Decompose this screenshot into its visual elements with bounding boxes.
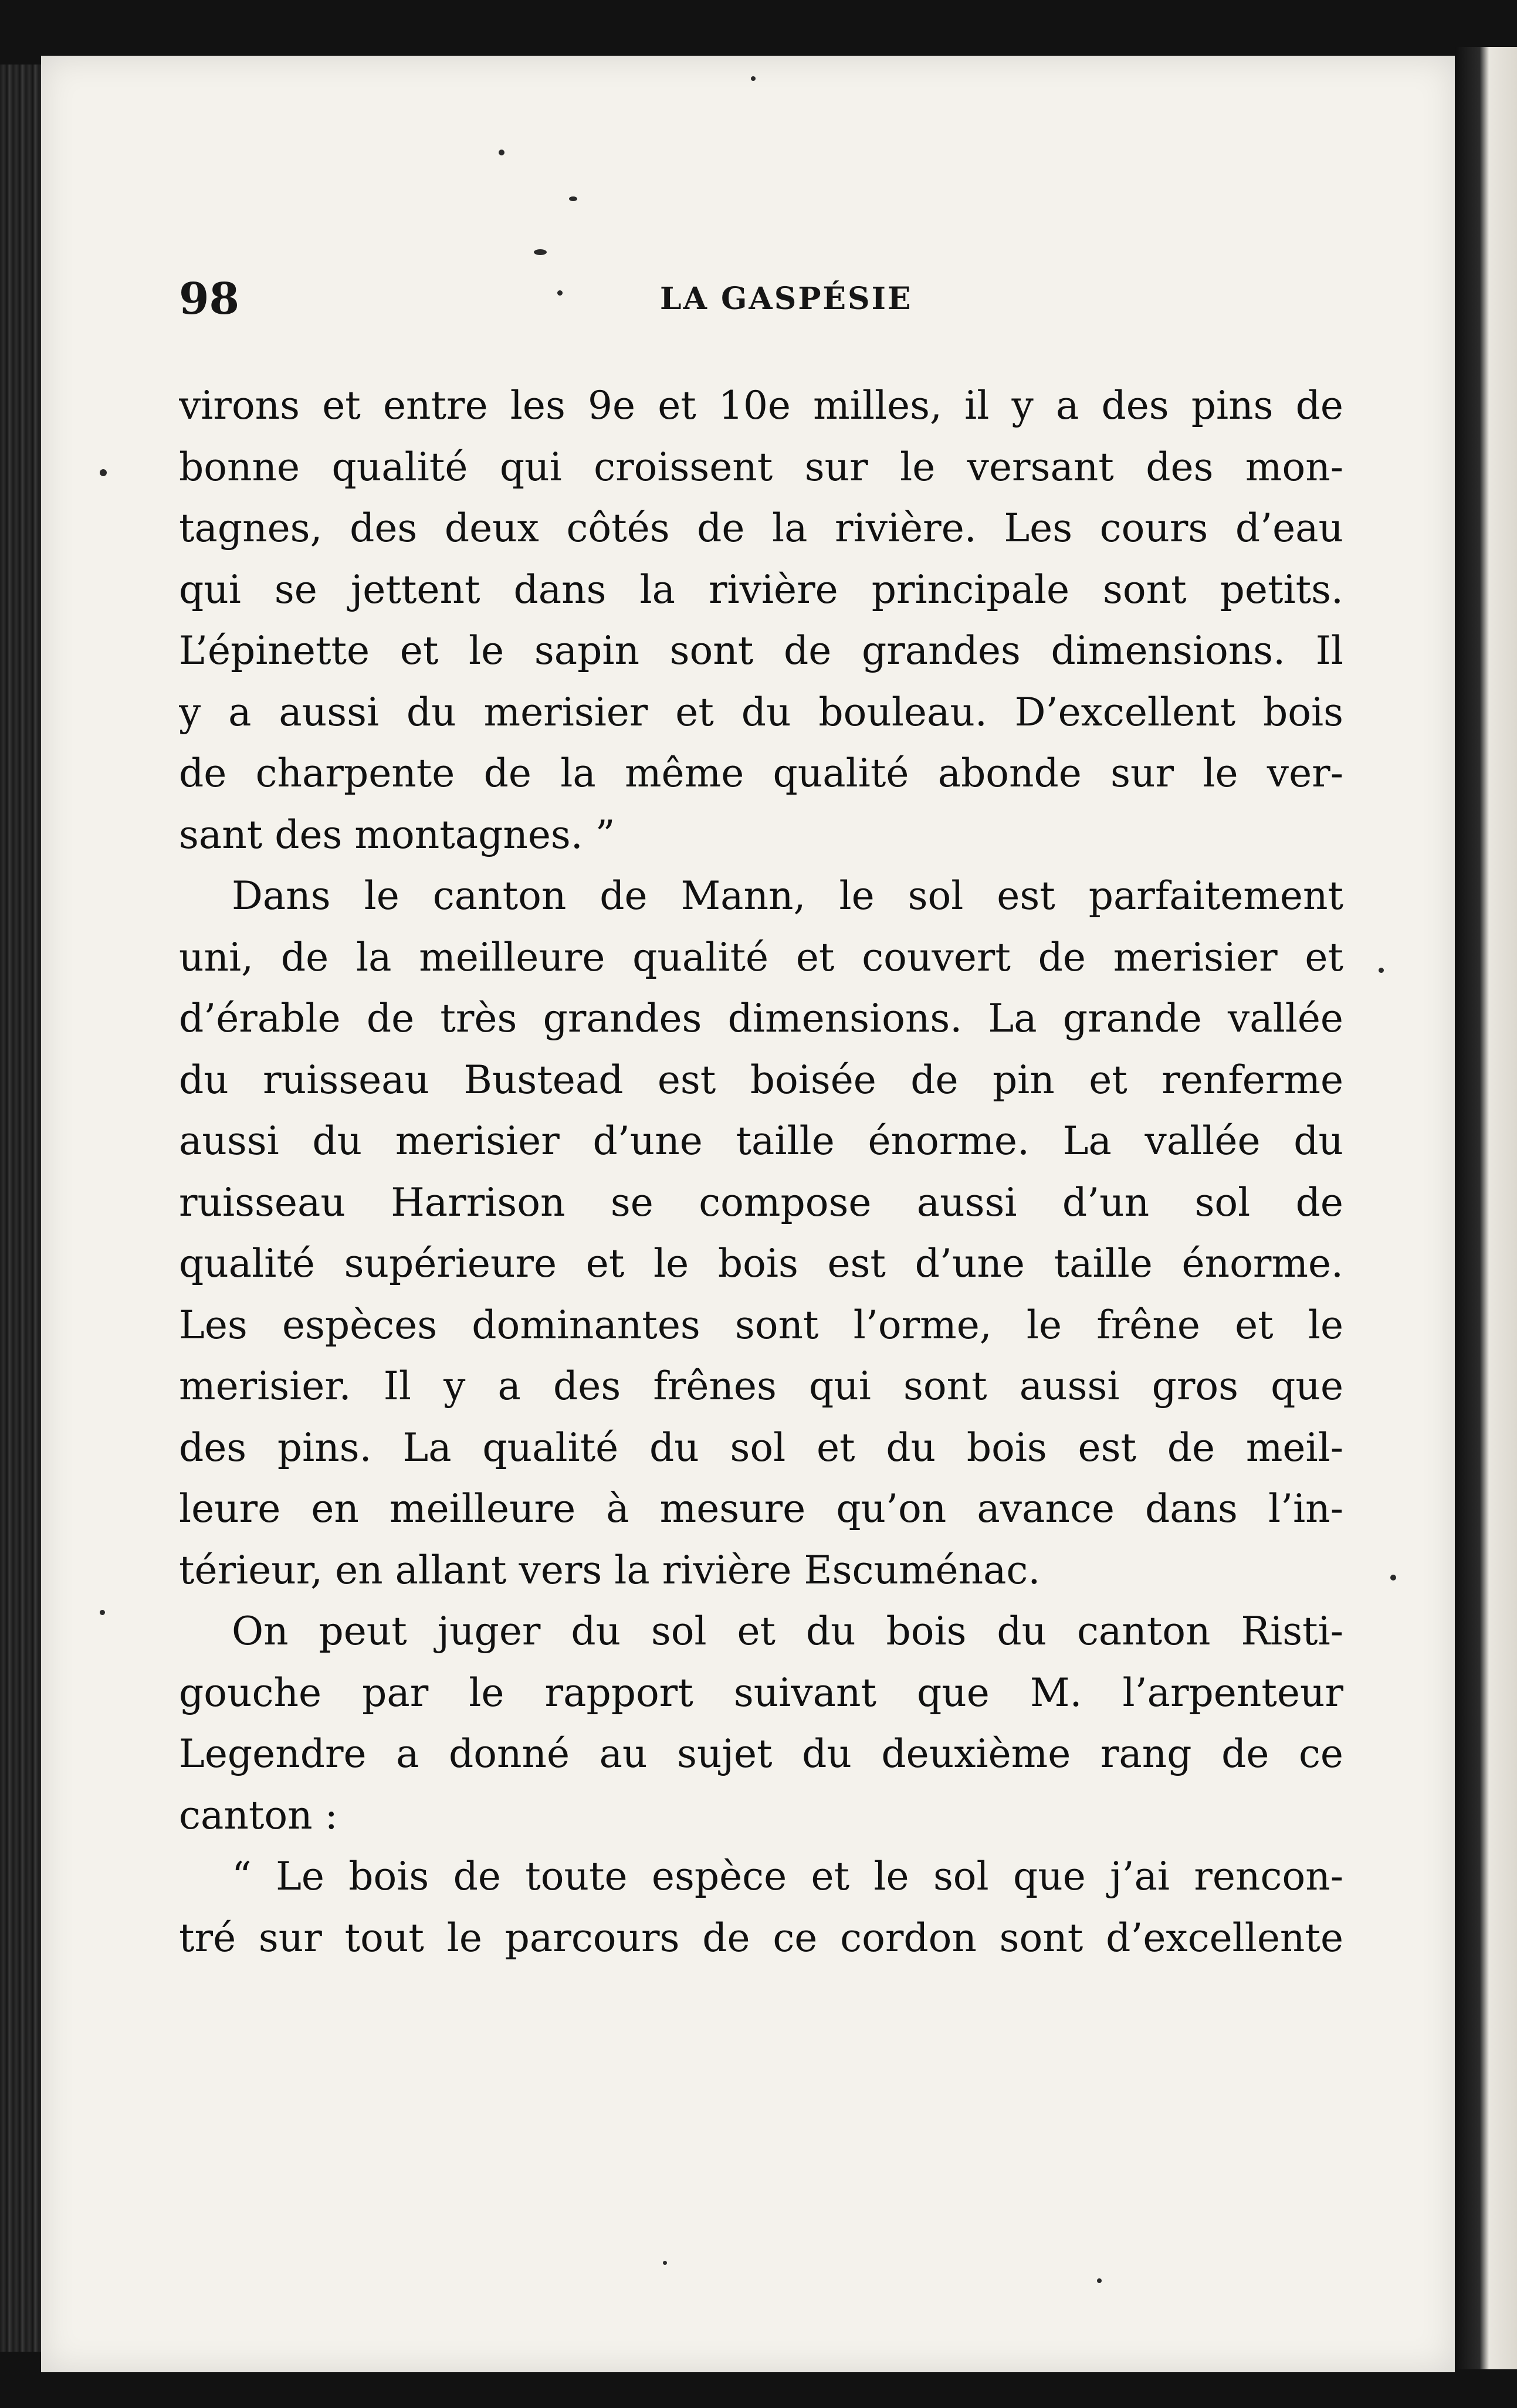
text-line: tré sur tout le parcours de ce cordon sont d’excellente bbox=[179, 1915, 1343, 1961]
facing-page-edge bbox=[1455, 47, 1517, 2369]
ink-speck bbox=[499, 150, 504, 155]
text-line: qualité supérieure et le bois est d’une taille énorme. bbox=[179, 1241, 1343, 1286]
text-line: des pins. La qualité du sol et du bois est de meil- bbox=[179, 1425, 1343, 1470]
text-line: Legendre a donné au sujet du deuxième rang de ce bbox=[179, 1731, 1343, 1776]
ink-speck bbox=[663, 2261, 667, 2265]
text-line: uni, de la meilleure qualité et couvert de merisier et bbox=[179, 934, 1343, 980]
ink-speck bbox=[534, 249, 547, 255]
ink-speck bbox=[100, 1610, 105, 1615]
text-line: qui se jettent dans la rivière principale sont petits. bbox=[179, 567, 1343, 612]
text-line: leure en meilleure à mesure qu’on avance dans l’in- bbox=[179, 1486, 1343, 1531]
text-line: canton : bbox=[179, 1792, 338, 1838]
paragraph-first-line: Dans le canton de Mann, le sol est parfaitement bbox=[232, 873, 1343, 918]
book-binding-edge bbox=[0, 65, 41, 2352]
running-head bbox=[179, 261, 1352, 337]
ink-speck bbox=[569, 196, 577, 201]
text-line: merisier. Il y a des frênes qui sont aussi gros que bbox=[179, 1364, 1343, 1409]
text-line: aussi du merisier d’une taille énorme. La vallée du bbox=[179, 1118, 1343, 1164]
ink-speck bbox=[1390, 1575, 1396, 1581]
text-line: L’épinette et le sapin sont de grandes dimensions. Il bbox=[179, 628, 1343, 673]
body-text bbox=[179, 375, 1343, 1969]
ink-speck bbox=[751, 76, 756, 81]
text-line: gouche par le rapport suivant que M. l’arpenteur bbox=[179, 1670, 1343, 1715]
text-line: Les espèces dominantes sont l’orme, le frêne et le bbox=[179, 1302, 1343, 1348]
page-number: 98 bbox=[179, 274, 239, 324]
paragraph-first-line: “ Le bois de toute espèce et le sol que j’ai rencon- bbox=[232, 1854, 1343, 1899]
ink-speck bbox=[1097, 2278, 1102, 2283]
ink-speck bbox=[100, 469, 107, 476]
text-line: sant des montagnes. ” bbox=[179, 812, 615, 857]
text-line: y a aussi du merisier et du bouleau. D’excellent bois bbox=[179, 689, 1343, 735]
text-line: tagnes, des deux côtés de la rivière. Les cours d’eau bbox=[179, 506, 1343, 551]
text-line: ruisseau Harrison se compose aussi d’un sol de bbox=[179, 1179, 1343, 1225]
text-line: du ruisseau Bustead est boisée de pin et renferme bbox=[179, 1057, 1343, 1103]
text-line: virons et entre les 9e et 10e milles, il y a des pins de bbox=[179, 383, 1343, 428]
text-line: de charpente de la même qualité abonde sur le ver- bbox=[179, 751, 1343, 796]
paragraph-first-line: On peut juger du sol et du bois du canton Risti- bbox=[232, 1609, 1343, 1654]
text-line: d’érable de très grandes dimensions. La grande vallée bbox=[179, 996, 1343, 1041]
ink-speck bbox=[1379, 968, 1384, 973]
text-line: térieur, en allant vers la rivière Escuménac. bbox=[179, 1547, 1041, 1593]
text-line: bonne qualité qui croissent sur le versant des mon- bbox=[179, 444, 1343, 490]
running-title: LA GASPÉSIE bbox=[660, 281, 913, 317]
